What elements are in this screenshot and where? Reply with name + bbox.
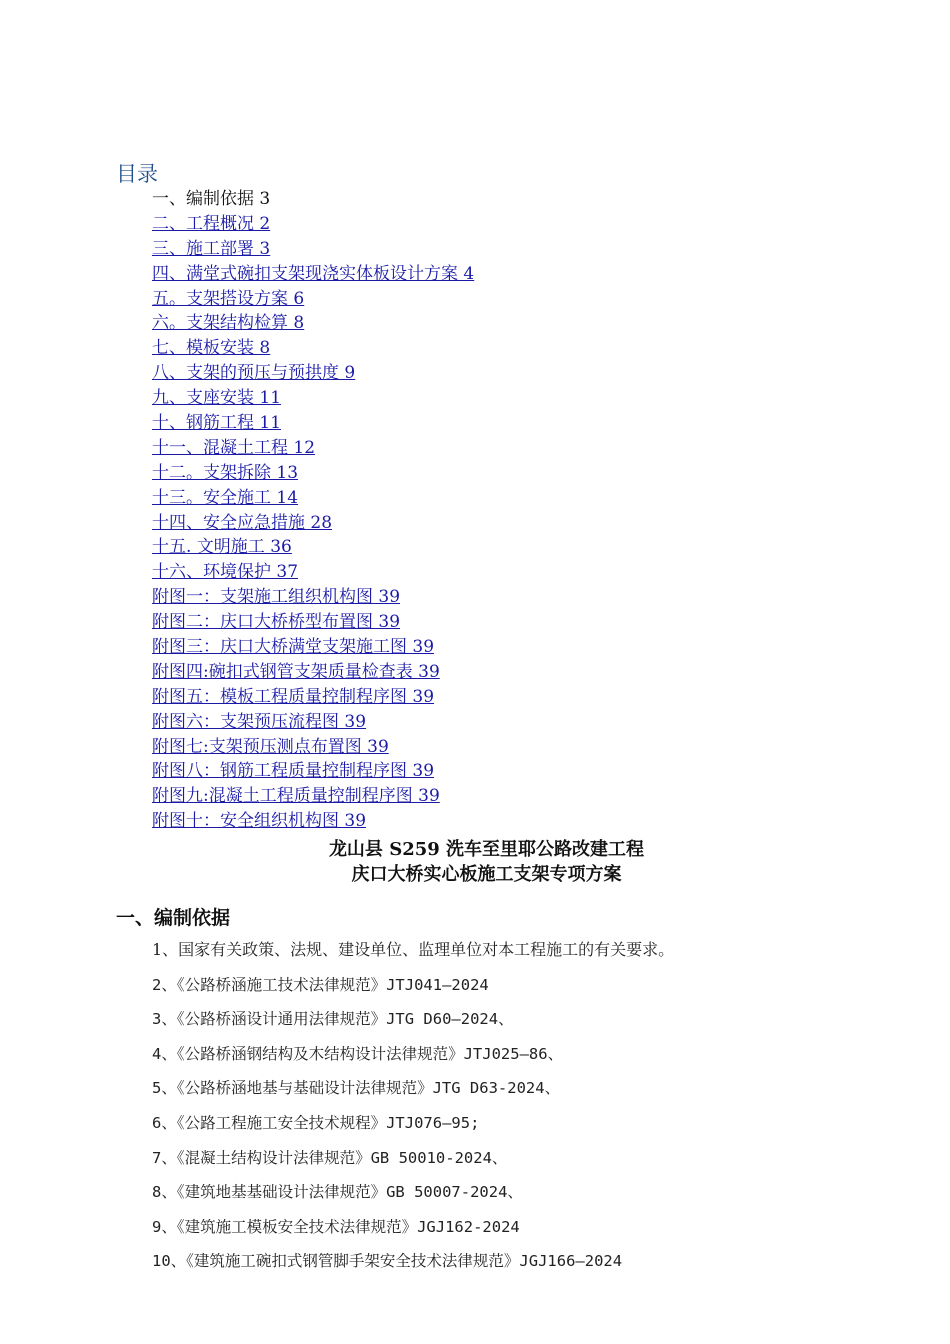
toc-entry[interactable]: 附图六：支架预压流程图 39: [152, 711, 367, 732]
toc-entry[interactable]: 七、模板安装 8: [152, 338, 271, 359]
basis-item: 9、《建筑施工模板安全技术法律规范》JGJ162-2024: [152, 1217, 520, 1236]
toc-entry[interactable]: 三、施工部署 3: [152, 238, 271, 259]
toc-entry[interactable]: 附图三：庆口大桥满堂支架施工图 39: [152, 637, 435, 658]
toc-entry[interactable]: 十、钢筋工程 11: [152, 413, 282, 434]
toc-entry[interactable]: 九、支座安装 11: [152, 388, 282, 409]
toc-entry[interactable]: 二、工程概况 2: [152, 213, 271, 234]
basis-item: 7、《混凝土结构设计法律规范》GB 50010-2024、: [152, 1148, 508, 1167]
document-title-line1: 龙山县 S259 洗车至里耶公路改建工程: [328, 839, 645, 860]
toc-entry[interactable]: 附图八：钢筋工程质量控制程序图 39: [152, 761, 435, 782]
toc-entry[interactable]: 附图四:碗扣式钢管支架质量检查表 39: [152, 661, 440, 682]
toc-entry[interactable]: 四、满堂式碗扣支架现浇实体板设计方案 4: [152, 263, 475, 284]
basis-item: 3、《公路桥涵设计通用法律规范》JTG D60—2024、: [152, 1010, 514, 1029]
basis-list: [152, 936, 674, 1282]
basis-item: 2、《公路桥涵施工技术法律规范》JTJ041—2024: [152, 975, 489, 994]
toc-entry[interactable]: 六。支架结构检算 8: [152, 313, 305, 334]
basis-item: 6、《公路工程施工安全技术规程》JTJ076—95;: [152, 1113, 480, 1132]
toc-entry[interactable]: 十四、安全应急措施 28: [152, 512, 333, 533]
document-title-line2: 庆口大桥实心板施工支架专项方案: [351, 864, 622, 885]
basis-item: 8、《建筑地基基础设计法律规范》GB 50007-2024、: [152, 1183, 523, 1202]
toc-list: [152, 187, 474, 834]
basis-item: 10、《建筑施工碗扣式钢管脚手架安全技术法律规范》JGJ166—2024: [152, 1252, 623, 1271]
toc-entry[interactable]: 十五. 文明施工 36: [152, 537, 292, 558]
toc-entry[interactable]: 附图一：支架施工组织机构图 39: [152, 587, 401, 608]
toc-entry[interactable]: 附图七:支架预压测点布置图 39: [152, 736, 389, 757]
toc-entry[interactable]: 八、支架的预压与预拱度 9: [152, 363, 356, 384]
basis-item: 4、《公路桥涵钢结构及木结构设计法律规范》JTJ025—86、: [152, 1044, 564, 1063]
toc-title: 目录: [116, 162, 158, 186]
toc-entry[interactable]: 十三。安全施工 14: [152, 487, 299, 508]
toc-entry[interactable]: 附图十：安全组织机构图 39: [152, 811, 367, 832]
toc-entry[interactable]: 十二。支架拆除 13: [152, 462, 299, 483]
basis-item: 5、《公路桥涵地基与基础设计法律规范》JTG D63-2024、: [152, 1079, 561, 1098]
basis-item: 1、国家有关政策、法规、建设单位、监理单位对本工程施工的有关要求。: [152, 940, 675, 959]
toc-entry: 一、编制依据 3: [152, 189, 271, 209]
toc-entry[interactable]: 十一、混凝土工程 12: [152, 437, 316, 458]
toc-entry[interactable]: 五。支架搭设方案 6: [152, 288, 305, 309]
toc-entry[interactable]: 附图二：庆口大桥桥型布置图 39: [152, 612, 401, 633]
toc-entry[interactable]: 十六、环境保护 37: [152, 562, 299, 583]
section-heading: 一、编制依据: [116, 907, 231, 929]
toc-entry[interactable]: 附图五：模板工程质量控制程序图 39: [152, 686, 435, 707]
toc-entry[interactable]: 附图九:混凝土工程质量控制程序图 39: [152, 786, 440, 807]
